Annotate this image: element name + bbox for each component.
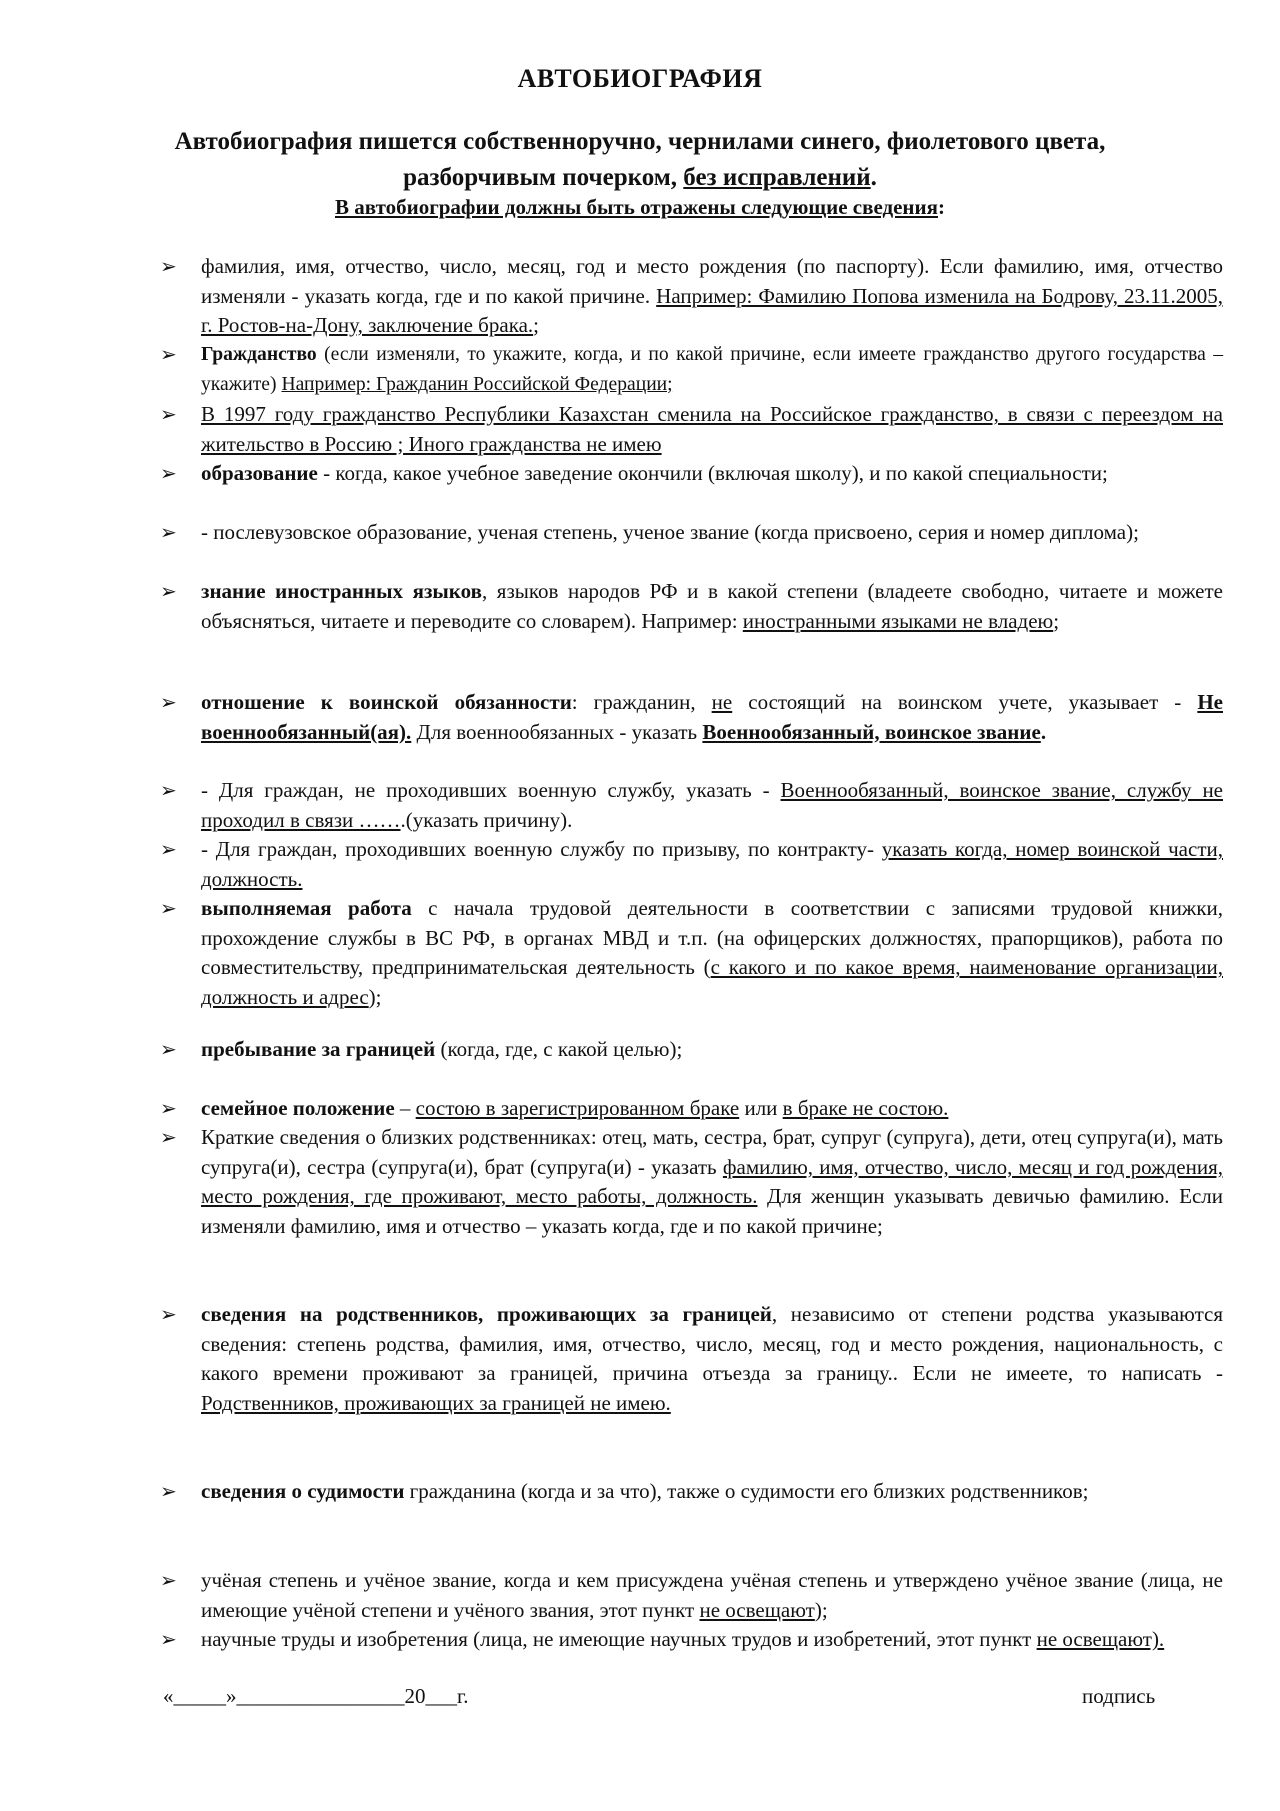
arrow-bullet-icon: ➢ bbox=[160, 1568, 177, 1592]
document-title: АВТОБИОГРАФИЯ bbox=[517, 64, 763, 93]
item-example: состою в зарегистрированном браке bbox=[415, 1096, 740, 1120]
arrow-bullet-icon: ➢ bbox=[160, 690, 177, 714]
item-bold: отношение к воинской обязанности bbox=[201, 690, 572, 714]
item-bold-underlined-2: Военнообязанный, воинское звание bbox=[702, 719, 1041, 744]
item-text-end: ); bbox=[368, 984, 382, 1009]
item-text-end: ; bbox=[533, 313, 539, 338]
item-bold: сведения о судимости bbox=[201, 1479, 405, 1503]
item-text: гражданина (когда и за что), также о судимости его близких родственников; bbox=[404, 1479, 1089, 1503]
list-item-postgraduate bbox=[160, 518, 1223, 548]
item-bold: пребывание за границей bbox=[201, 1037, 436, 1061]
item-example: фамилию, имя, отчество, число, месяц и год рождения, место рождения, где проживают, место работы, должность. bbox=[201, 1154, 1223, 1209]
list-item-relatives-abroad bbox=[160, 1300, 1224, 1418]
signature-label: подпись bbox=[1082, 1684, 1156, 1708]
subtitle-text: Автобиография пишется собственноручно, чернилами синего, фиолетового цвета, разборчивым почерком, bbox=[174, 128, 1106, 191]
arrow-bullet-icon: ➢ bbox=[160, 254, 177, 278]
item-text: , языков народов РФ и в какой степени (владеете свободно, читаете и можете объясняться, читаете и переводите со словарем). Например: bbox=[201, 579, 1224, 633]
item-text: с начала трудовой деятельности в соответствии с записями трудовой книжки, прохождение службы в ВС РФ, в органах МВД и т.п. (на офицерских должностях, прапорщиков), работа по совместительству, предпринимательская деятельность ( bbox=[201, 896, 1224, 980]
arrow-bullet-icon: ➢ bbox=[160, 342, 177, 366]
item-text: Краткие сведения о близких родственниках: отец, мать, сестра, брат, супруг (супруга), дети, отец супруга(и), мать супруга(и), сестра (супруга(и), брат (супруга(и) - указать bbox=[201, 1125, 1223, 1179]
arrow-bullet-icon: ➢ bbox=[160, 461, 177, 485]
item-underlined: не освещают). bbox=[1036, 1627, 1165, 1651]
item-text: , независимо от степени родства указываются сведения: степень родства, фамилия, имя, отчество, число, месяц, год и место рождения, национальность, с какого времени проживают за границей, причина отъезда за границу.. Если не имеете, то написать - bbox=[201, 1302, 1224, 1386]
arrow-bullet-icon: ➢ bbox=[160, 520, 177, 544]
item-text: - когда, какое учебное заведение окончили (включая школу), и по какой специальности; bbox=[317, 461, 1108, 485]
requirements-heading-text: В автобиографии должны быть отражены следующие сведения bbox=[335, 195, 938, 219]
item-text: – bbox=[394, 1096, 416, 1120]
item-example: Военнообязанный, воинское звание, службу не проходил в связи …… bbox=[201, 778, 1224, 832]
item-example: указать когда, номер воинской части, должность. bbox=[201, 837, 1223, 891]
item-bold: знание иностранных языков bbox=[201, 579, 482, 603]
subtitle-end: . bbox=[870, 164, 877, 191]
item-bold: выполняемая работа bbox=[201, 896, 412, 920]
item-example: Например: Гражданин Российской Федерации; bbox=[281, 373, 673, 395]
arrow-bullet-icon: ➢ bbox=[160, 1096, 177, 1120]
list-item-marital bbox=[160, 1094, 1223, 1124]
list-item-scientific-works bbox=[160, 1625, 1223, 1655]
item-bold: семейное положение bbox=[201, 1096, 395, 1120]
list-item-work bbox=[160, 894, 1224, 1012]
item-text: - послевузовское образование, ученая степень, ученое звание (когда присвоено, серия и номер диплома); bbox=[201, 520, 1139, 544]
item-example: В 1997 году гражданство Республики Казахстан сменила на Российское гражданство, в связи с переездом на жительство в Россию ; Иного гражданства не имею bbox=[201, 402, 1223, 456]
list-item-citizenship bbox=[160, 340, 1223, 399]
list-item-no-service bbox=[160, 776, 1224, 835]
list-item-served bbox=[160, 835, 1223, 894]
item-example: иностранными языками не владею bbox=[742, 608, 1054, 633]
item-example: Родственников, проживающих за границей не имею. bbox=[201, 1390, 671, 1415]
list-item-name bbox=[160, 252, 1223, 341]
date-line: «_____»________________20___г. bbox=[163, 1684, 469, 1708]
list-item-military bbox=[160, 688, 1223, 747]
list-item-languages bbox=[160, 577, 1224, 636]
item-text-end: . bbox=[1040, 719, 1047, 744]
item-example: с какого и по какое время, наименование организации, должность и адрес bbox=[201, 955, 1224, 1009]
item-text-end: ); bbox=[814, 1597, 828, 1622]
list-item-abroad bbox=[160, 1035, 1223, 1065]
item-text: научные труды и изобретения (лица, не имеющие научных трудов и изобретений, этот пункт bbox=[201, 1627, 1037, 1651]
item-underlined: не освещают bbox=[699, 1597, 815, 1622]
list-item-relatives bbox=[160, 1123, 1223, 1241]
item-text: (если изменяли, то укажите, когда, и по какой причине, если имеете гражданство другого государства – укажите) bbox=[201, 344, 1223, 395]
list-item-criminal-record bbox=[160, 1477, 1223, 1507]
item-text: учёная степень и учёное звание, когда и кем присуждена учёная степень и утверждено учёное звание (лица, не имеющие учёной степени и учёного звания, этот пункт bbox=[201, 1568, 1223, 1622]
arrow-bullet-icon: ➢ bbox=[160, 778, 177, 802]
item-text: - Для граждан, не проходивших военную службу, указать - bbox=[201, 778, 781, 802]
item-bold: Гражданство bbox=[201, 344, 317, 365]
requirements-heading-end: : bbox=[938, 195, 945, 219]
arrow-bullet-icon: ➢ bbox=[160, 896, 177, 920]
list-item-citizenship-example bbox=[160, 400, 1223, 459]
item-text-end: ; bbox=[1053, 608, 1060, 633]
arrow-bullet-icon: ➢ bbox=[160, 1037, 177, 1061]
item-bold-underlined: Не военнообязанный(ая). bbox=[201, 690, 1223, 744]
item-text-end: Для женщин указывать девичью фамилию. Если изменяли фамилию, имя и отчество – указать когда, где и по какой причине; bbox=[201, 1184, 1223, 1238]
item-example: Например: Фамилию Попова изменила на Бодрову, 23.11.2005, г. Ростов-на-Дону, заключение брака. bbox=[201, 283, 1223, 338]
document-subtitle bbox=[140, 124, 1140, 196]
item-text-3: Для военнообязанных - указать bbox=[411, 719, 703, 744]
arrow-bullet-icon: ➢ bbox=[160, 1627, 177, 1651]
item-text-2: состоящий на воинском учете, указывает - bbox=[732, 690, 1198, 714]
item-text: : гражданин, bbox=[571, 690, 712, 714]
arrow-bullet-icon: ➢ bbox=[160, 1125, 177, 1149]
arrow-bullet-icon: ➢ bbox=[160, 402, 177, 426]
subtitle-underlined: без исправлений bbox=[683, 164, 871, 191]
arrow-bullet-icon: ➢ bbox=[160, 837, 177, 861]
item-text-end: .(указать причину). bbox=[400, 807, 573, 832]
item-text: (когда, где, с какой целью); bbox=[435, 1037, 683, 1061]
item-underlined: не bbox=[711, 690, 733, 714]
item-text: фамилия, имя, отчество, число, месяц, год и место рождения (по паспорту). Если фамилию, имя, отчество изменяли - указать когда, где и по какой причине. bbox=[201, 254, 1223, 308]
arrow-bullet-icon: ➢ bbox=[160, 1479, 177, 1503]
item-text: - Для граждан, проходивших военную службу по призыву, по контракту- bbox=[201, 837, 882, 861]
item-bold: образование bbox=[201, 461, 318, 485]
item-bold: сведения на родственников, проживающих за границей bbox=[201, 1302, 772, 1326]
item-example-2: в браке не состою. bbox=[782, 1096, 949, 1120]
item-text-2: или bbox=[739, 1096, 783, 1120]
list-item-academic-degree bbox=[160, 1566, 1223, 1625]
arrow-bullet-icon: ➢ bbox=[160, 579, 177, 603]
list-item-education bbox=[160, 459, 1223, 489]
requirements-heading bbox=[0, 195, 1280, 220]
arrow-bullet-icon: ➢ bbox=[160, 1302, 177, 1326]
